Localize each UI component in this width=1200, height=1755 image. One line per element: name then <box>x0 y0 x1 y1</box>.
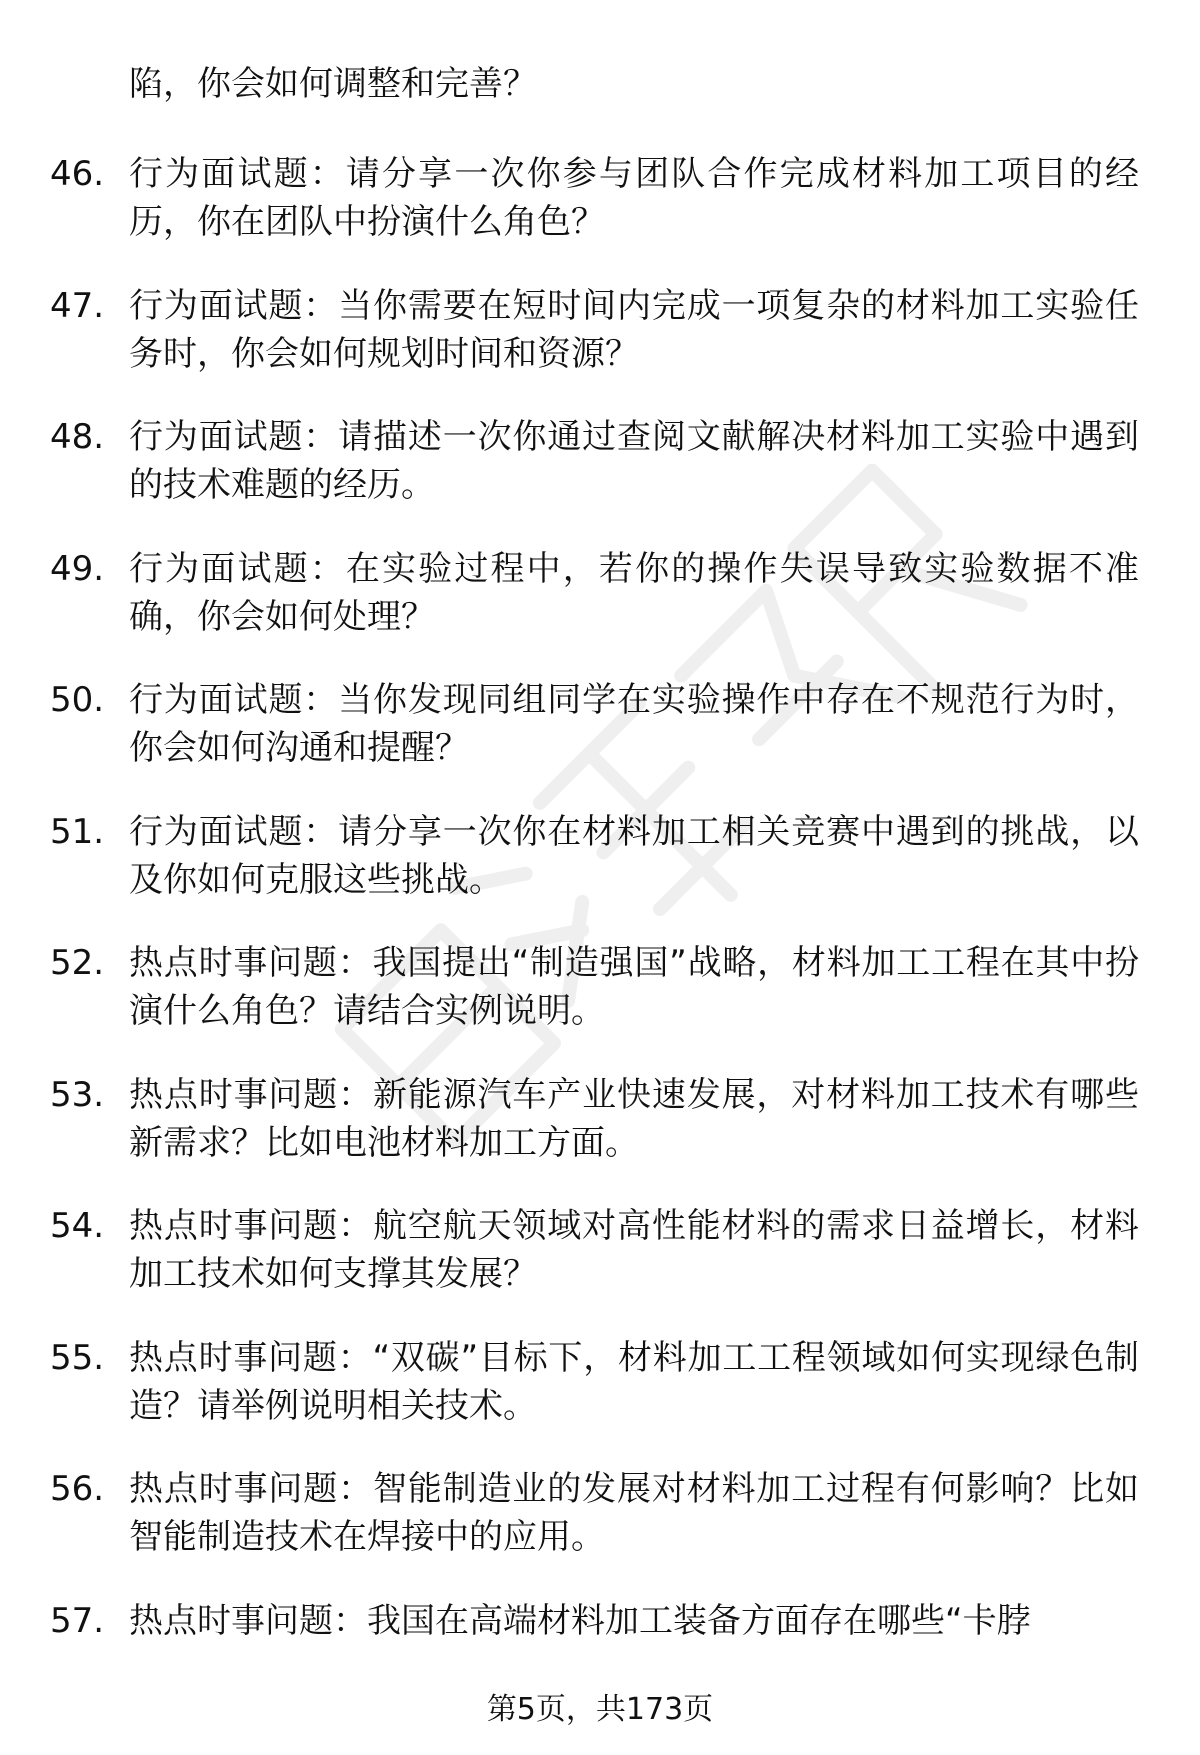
question-item <box>50 1071 1150 1203</box>
question-number: 46. <box>50 154 105 194</box>
question-text: 热点时事问题：智能制造业的发展对材料加工过程有何影响？比如智能制造技术在焊接中的应用。 <box>129 1469 1139 1557</box>
page-footer <box>0 1690 1200 1730</box>
question-text: 行为面试题：请分享一次你参与团队合作完成材料加工项目的经历，你在团队中扮演什么角色？ <box>129 154 1139 242</box>
question-number: 53. <box>50 1074 105 1115</box>
question-number: 52. <box>50 943 105 983</box>
question-item <box>50 545 1150 677</box>
question-number: 51. <box>50 811 105 852</box>
question-text: 行为面试题：请分享一次你在材料加工相关竞赛中遇到的挑战，以及你如何克服这些挑战。 <box>129 811 1139 900</box>
question-text: 热点时事问题：“双碳”目标下，材料加工工程领域如何实现绿色制造？请举例说明相关技术。 <box>129 1337 1139 1426</box>
question-item <box>50 1202 1150 1334</box>
question-list <box>50 150 1150 1728</box>
question-number: 57. <box>50 1600 105 1641</box>
question-number: 50. <box>50 680 105 720</box>
question-item <box>50 1465 1150 1597</box>
question-text: 热点时事问题：新能源汽车产业快速发展，对材料加工技术有哪些新需求？比如电池材料加工方面。 <box>129 1074 1139 1163</box>
question-item <box>50 150 1150 282</box>
question-item <box>50 808 1150 940</box>
question-item <box>50 413 1150 545</box>
question-text: 行为面试题：当你需要在短时间内完成一项复杂的材料加工实验任务时，你会如何规划时间和资源？ <box>129 285 1139 374</box>
question-item <box>50 282 1150 414</box>
question-text: 热点时事问题：我国在高端材料加工装备方面存在哪些“卡脖 <box>129 1600 1031 1641</box>
question-number: 54. <box>50 1206 105 1246</box>
question-text: 行为面试题：在实验过程中，若你的操作失误导致实验数据不准确，你会如何处理？ <box>129 548 1139 637</box>
question-number: 48. <box>50 417 105 457</box>
question-number: 47. <box>50 285 105 326</box>
question-number: 49. <box>50 548 105 589</box>
question-item <box>50 676 1150 808</box>
question-number: 55. <box>50 1337 105 1378</box>
question-text: 热点时事问题：航空航天领域对高性能材料的需求日益增长，材料加工技术如何支撑其发展？ <box>129 1206 1139 1294</box>
continuation-text: 陷，你会如何调整和完善？ <box>129 64 537 104</box>
question-item <box>50 1334 1150 1466</box>
page-number-label: 第5页，共173页 <box>486 1692 714 1727</box>
question-text: 热点时事问题：我国提出“制造强国”战略，材料加工工程在其中扮演什么角色？请结合实例说明。 <box>129 943 1139 1031</box>
question-item <box>50 939 1150 1071</box>
question-text: 行为面试题：请描述一次你通过查阅文献解决材料加工实验中遇到的技术难题的经历。 <box>129 417 1139 505</box>
question-number: 56. <box>50 1469 105 1509</box>
question-text: 行为面试题：当你发现同组同学在实验操作中存在不规范行为时，你会如何沟通和提醒？ <box>129 680 1139 768</box>
